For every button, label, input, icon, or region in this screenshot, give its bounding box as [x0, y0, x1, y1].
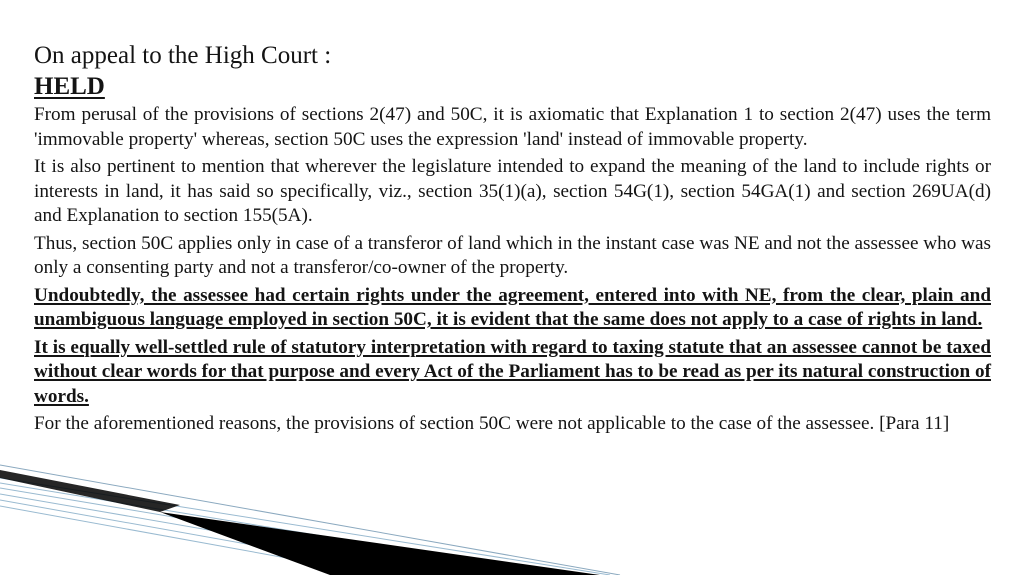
paragraph-transferor: Thus, section 50C applies only in case of a transferor of land which in the instant case was NE and not the assessee who was only a consenting party and not a transferor/co-owner of the property. [34, 232, 991, 278]
paragraph-legislature-intent: It is also pertinent to mention that wherever the legislature intended to expand the meaning of the land to include rights or interests in land, it has said so specifically, viz., section 35(1)(a), section 54G(1), section 54GA(1) and section 269UA(d) and Explanation to section 155(5A). [34, 156, 991, 226]
paragraph-conclusion: For the aforementioned reasons, the provisions of section 50C were not applicable to the case of the assessee. [Para 11] [34, 413, 950, 434]
held-label: HELD [34, 73, 105, 100]
paragraph-perusal: From perusal of the provisions of sections 2(47) and 50C, it is axiomatic that Explanation 1 to section 2(47) uses the term 'immovable property' whereas, section 50C uses the expression 'land' instead of immovable property. [34, 104, 991, 150]
slide-content [34, 40, 991, 440]
paragraph-rights-emphasis: Undoubtedly, the assessee had certain rights under the agreement, entered into with NE, from the clear, plain and unambiguous language employed in section 50C, it is evident that the same does not apply to a case of rights in land. [34, 284, 991, 330]
paragraph-interpretation-emphasis: It is equally well-settled rule of statutory interpretation with regard to taxing statute that an assessee cannot be taxed without clear words for that purpose and every Act of the Parliament has to be read as per its natural construction of words. [34, 336, 991, 407]
slide-heading: On appeal to the High Court : [34, 42, 332, 69]
